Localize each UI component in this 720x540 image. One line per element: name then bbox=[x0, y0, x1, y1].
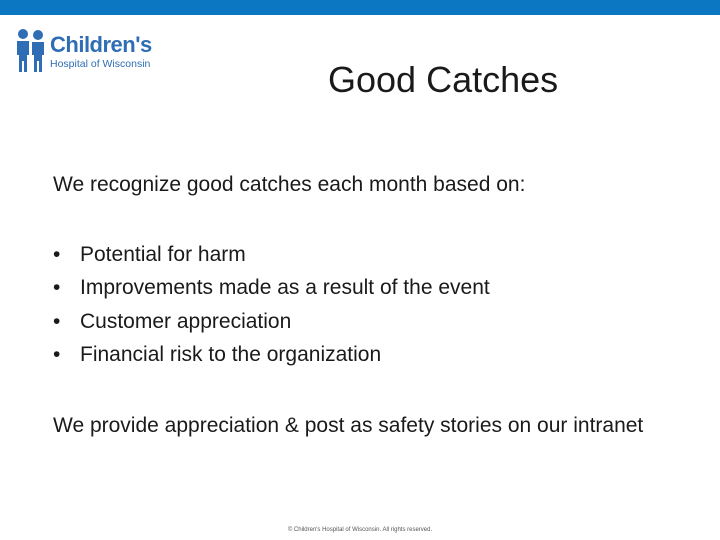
intro-text: We recognize good catches each month based on: bbox=[53, 173, 526, 196]
bullet-glyph: • bbox=[53, 309, 61, 333]
slide-title: Good Catches bbox=[328, 59, 559, 100]
list-item-text: Improvements made as a result of the event bbox=[80, 276, 490, 300]
list-item-text: Financial risk to the organization bbox=[80, 342, 382, 366]
list-item bbox=[53, 271, 490, 304]
list-item bbox=[53, 338, 490, 371]
bullet-glyph: • bbox=[53, 243, 61, 266]
logo-wordmark: Children's bbox=[50, 32, 152, 57]
top-accent-bar bbox=[0, 0, 720, 15]
bullet-glyph: • bbox=[53, 276, 61, 300]
copyright-footer: © Children's Hospital of Wisconsin. All rights reserved. bbox=[287, 527, 433, 533]
list-item-text: Potential for harm bbox=[80, 243, 246, 266]
logo-subtitle: Hospital of Wisconsin bbox=[50, 58, 151, 70]
hospital-logo bbox=[14, 28, 174, 78]
list-item bbox=[53, 305, 490, 338]
closing-text: We provide appreciation & post as safety stories on our intranet bbox=[53, 414, 644, 437]
bullet-glyph: • bbox=[53, 342, 61, 366]
list-item-text: Customer appreciation bbox=[80, 309, 292, 333]
criteria-list bbox=[53, 238, 490, 371]
list-item bbox=[53, 238, 490, 271]
children-figures-icon bbox=[14, 28, 48, 74]
